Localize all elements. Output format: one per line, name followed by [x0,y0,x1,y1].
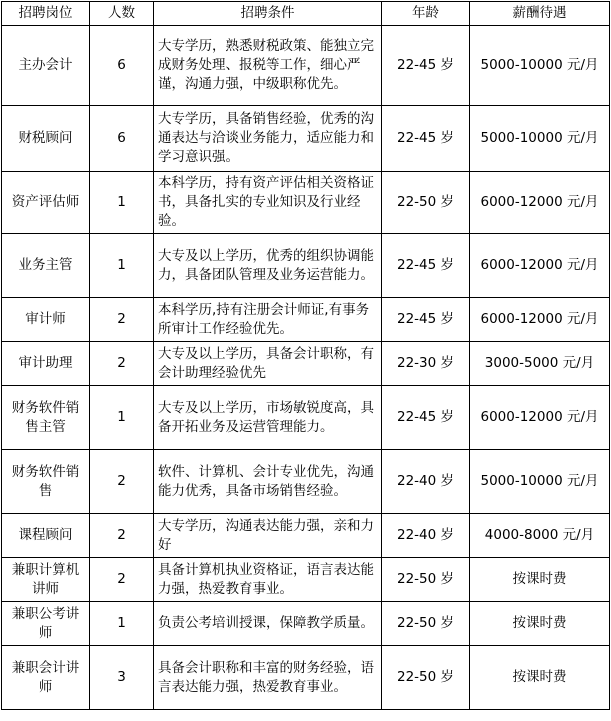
position-cell: 兼职会计讲师 [2,646,90,710]
age-cell: 22-45 岁 [382,106,470,172]
requirements-cell: 软件、计算机、会计专业优先，沟通能力优秀，具备市场销售经验。 [154,450,382,514]
table-row [2,646,610,710]
position-cell: 财务软件销售主管 [2,386,90,450]
age-cell: 22-50 岁 [382,646,470,710]
requirements-cell: 具备计算机执业资格证，语言表达能力强，热爱教育事业。 [154,558,382,602]
count-cell: 2 [90,514,154,558]
age-cell: 22-45 岁 [382,298,470,342]
count-cell: 2 [90,298,154,342]
age-cell: 22-50 岁 [382,172,470,234]
requirements-cell: 大专学历，具备销售经验，优秀的沟通表达与洽谈业务能力，适应能力和学习意识强。 [154,106,382,172]
position-cell: 资产评估师 [2,172,90,234]
recruitment-table [1,1,610,710]
age-cell: 22-40 岁 [382,514,470,558]
table-row [2,386,610,450]
count-cell: 2 [90,450,154,514]
requirements-cell: 大专及以上学历，优秀的组织协调能力，具备团队管理及业务运营能力。 [154,234,382,298]
table-row [2,26,610,106]
salary-cell: 按课时费 [470,558,610,602]
position-cell: 主办会计 [2,26,90,106]
position-cell: 财务软件销售 [2,450,90,514]
requirements-cell: 大专学历，熟悉财税政策、能独立完成财务处理、报税等工作，细心严谨，沟通力强，中级职称优先。 [154,26,382,106]
count-cell: 1 [90,386,154,450]
requirements-cell: 大专学历，沟通表达能力强，亲和力好 [154,514,382,558]
header-salary: 薪酬待遇 [470,2,610,26]
count-cell: 2 [90,342,154,386]
table-row [2,172,610,234]
requirements-cell: 大专及以上学历，市场敏锐度高，具备开拓业务及运营管理能力。 [154,386,382,450]
count-cell: 2 [90,558,154,602]
position-cell: 审计助理 [2,342,90,386]
position-cell: 兼职公考讲师 [2,602,90,646]
count-cell: 6 [90,26,154,106]
count-cell: 6 [90,106,154,172]
header-row [2,2,610,26]
count-cell: 3 [90,646,154,710]
requirements-cell: 本科学历,持有注册会计师证,有事务所审计工作经验优先。 [154,298,382,342]
salary-cell: 5000-10000 元/月 [470,106,610,172]
requirements-cell: 具备会计职称和丰富的财务经验，语言表达能力强，热爱教育事业。 [154,646,382,710]
salary-cell: 5000-10000 元/月 [470,450,610,514]
position-cell: 审计师 [2,298,90,342]
requirements-cell: 负责公考培训授课，保障教学质量。 [154,602,382,646]
position-cell: 兼职计算机讲师 [2,558,90,602]
table-row [2,450,610,514]
salary-cell: 3000-5000 元/月 [470,342,610,386]
table-row [2,342,610,386]
salary-cell: 4000-8000 元/月 [470,514,610,558]
table-row [2,234,610,298]
requirements-cell: 本科学历，持有资产评估相关资格证书，具备扎实的专业知识及行业经验。 [154,172,382,234]
table-row [2,602,610,646]
salary-cell: 5000-10000 元/月 [470,26,610,106]
salary-cell: 6000-12000 元/月 [470,386,610,450]
header-requirements: 招聘条件 [154,2,382,26]
age-cell: 22-30 岁 [382,342,470,386]
table-row [2,106,610,172]
position-cell: 业务主管 [2,234,90,298]
age-cell: 22-45 岁 [382,234,470,298]
salary-cell: 6000-12000 元/月 [470,298,610,342]
age-cell: 22-45 岁 [382,386,470,450]
header-age: 年龄 [382,2,470,26]
age-cell: 22-40 岁 [382,450,470,514]
age-cell: 22-50 岁 [382,558,470,602]
salary-cell: 按课时费 [470,646,610,710]
age-cell: 22-50 岁 [382,602,470,646]
requirements-cell: 大专及以上学历，具备会计职称，有会计助理经验优先 [154,342,382,386]
table-row [2,558,610,602]
salary-cell: 6000-12000 元/月 [470,234,610,298]
position-cell: 财税顾问 [2,106,90,172]
header-count: 人数 [90,2,154,26]
count-cell: 1 [90,602,154,646]
position-cell: 课程顾问 [2,514,90,558]
header-position: 招聘岗位 [2,2,90,26]
salary-cell: 按课时费 [470,602,610,646]
count-cell: 1 [90,172,154,234]
salary-cell: 6000-12000 元/月 [470,172,610,234]
table-row [2,298,610,342]
age-cell: 22-45 岁 [382,26,470,106]
table-row [2,514,610,558]
count-cell: 1 [90,234,154,298]
